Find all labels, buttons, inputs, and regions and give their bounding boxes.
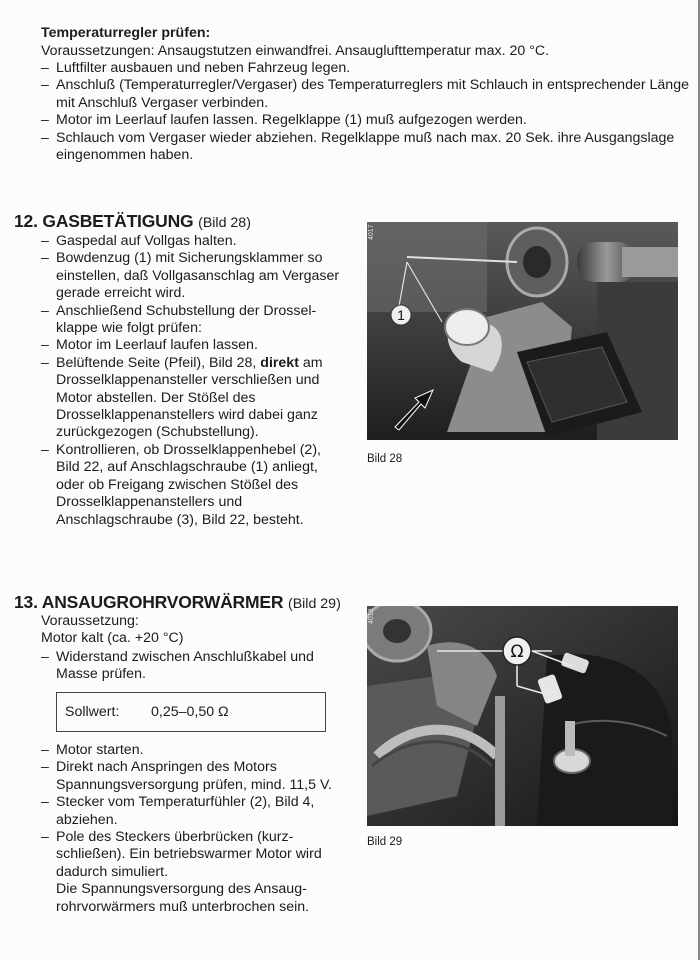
emphasis-text: direkt: [260, 354, 299, 371]
precondition-text: Voraussetzungen: Ansaugstutzen einwandfrei. Ansauglufttemperatur max. 20 °C.: [41, 43, 550, 59]
figure-caption: Bild 28: [367, 453, 403, 465]
image-code: 4017: [368, 224, 375, 240]
step-text: Die Spannungsversorgung des Ansaugrohrvorwärmers muß unterbrochen sein.: [56, 881, 310, 915]
precondition-text: Motor kalt (ca. +20 °C): [41, 630, 184, 647]
section-13-steps: [41, 742, 341, 916]
list-item: [41, 829, 341, 916]
list-item: – Motor starten.: [41, 742, 341, 759]
list-item: – Schlauch vom Vergaser wieder abziehen. Regelklappe muß nach max. 20 Sek. ihre Ausgangslage eingenommen haben.: [41, 130, 691, 165]
section-title: ANSAUGROHRVORWÄRMER: [41, 592, 284, 612]
list-item: – Anschließend Schubstellung der Drosselklappe wie folgt prüfen:: [41, 303, 341, 338]
list-item: [41, 355, 341, 442]
step-text: Pole des Steckers überbrücken (kurzschließen). Ein betriebswarmer Motor wird dadurch simuliert.: [56, 829, 322, 880]
section-12-steps: [41, 233, 341, 529]
sollwert-value: 0,25–0,50 Ω: [151, 704, 229, 720]
list-item: – Direkt nach Anspringen des Motors Spannungsversorgung prüfen, mind. 11,5 V.: [41, 759, 341, 794]
list-item: – Kontrollieren, ob Drosselklappenhebel (2), Bild 22, auf Anschlagschraube (1) anliegt, oder ob Freigang zwischen Stößel des Drosselklappenanstellers und Anschlagschraube (3), Bild 22, besteht.: [41, 442, 341, 529]
section-title: GASBETÄTIGUNG: [42, 211, 194, 231]
list-item: – Luftfilter ausbauen und neben Fahrzeug legen.: [41, 60, 691, 77]
step-text: am Drosselklappenansteller verschließen und Motor abstellen. Der Stößel des Drosselklappenanstellers wird dabei ganz zurückgezogen (Schubstellung).: [56, 354, 323, 441]
figure-reference: (Bild 29): [287, 596, 341, 612]
section-13-heading: [14, 591, 359, 615]
figure-bild-29: [367, 606, 678, 826]
list-item: – Motor im Leerlauf laufen lassen.: [41, 337, 341, 354]
figure-reference: (Bild 28): [198, 215, 251, 231]
list-item: – Motor im Leerlauf laufen lassen. Regelklappe (1) muß aufgezogen werden.: [41, 112, 691, 129]
step-text: Belüftende Seite (Pfeil), Bild 28,: [56, 354, 257, 371]
list-item: – Anschluß (Temperaturregler/Vergaser) des Temperaturreglers mit Schlauch in entsprechender Länge mit Anschluß Vergaser verbinden.: [41, 77, 691, 112]
list-item: – Gaspedal auf Vollgas halten.: [41, 233, 341, 250]
list-item: – Stecker vom Temperaturfühler (2), Bild 4, abziehen.: [41, 794, 341, 829]
section-13-precondition: [41, 613, 341, 648]
regler-steps: [41, 60, 691, 164]
section-number: 12.: [14, 211, 38, 231]
figure-callout: 1: [397, 307, 405, 323]
section-12-heading: [14, 210, 354, 234]
section-temperaturregler: [41, 24, 691, 164]
engine-photo-28: [367, 222, 678, 440]
list-item: – Bowdenzug (1) mit Sicherungsklammer so einstellen, daß Vollgasanschlag am Vergaser gerade erreicht wird.: [41, 250, 341, 302]
ohm-symbol: Ω: [510, 642, 524, 662]
engine-photo-29: [367, 606, 678, 826]
section-number: 13.: [14, 592, 38, 612]
precondition-label: Voraussetzung:: [41, 613, 139, 629]
figure-bild-28: [367, 222, 678, 440]
image-code: 4018: [368, 608, 375, 624]
list-item: – Widerstand zwischen Anschlußkabel und Masse prüfen.: [41, 649, 336, 684]
section-13-step-1: [41, 649, 336, 684]
sollwert-label: Sollwert:: [65, 704, 120, 720]
sollwert-box: [56, 692, 326, 732]
figure-caption: Bild 29: [367, 836, 403, 848]
subsection-title: Temperaturregler prüfen:: [41, 25, 211, 41]
